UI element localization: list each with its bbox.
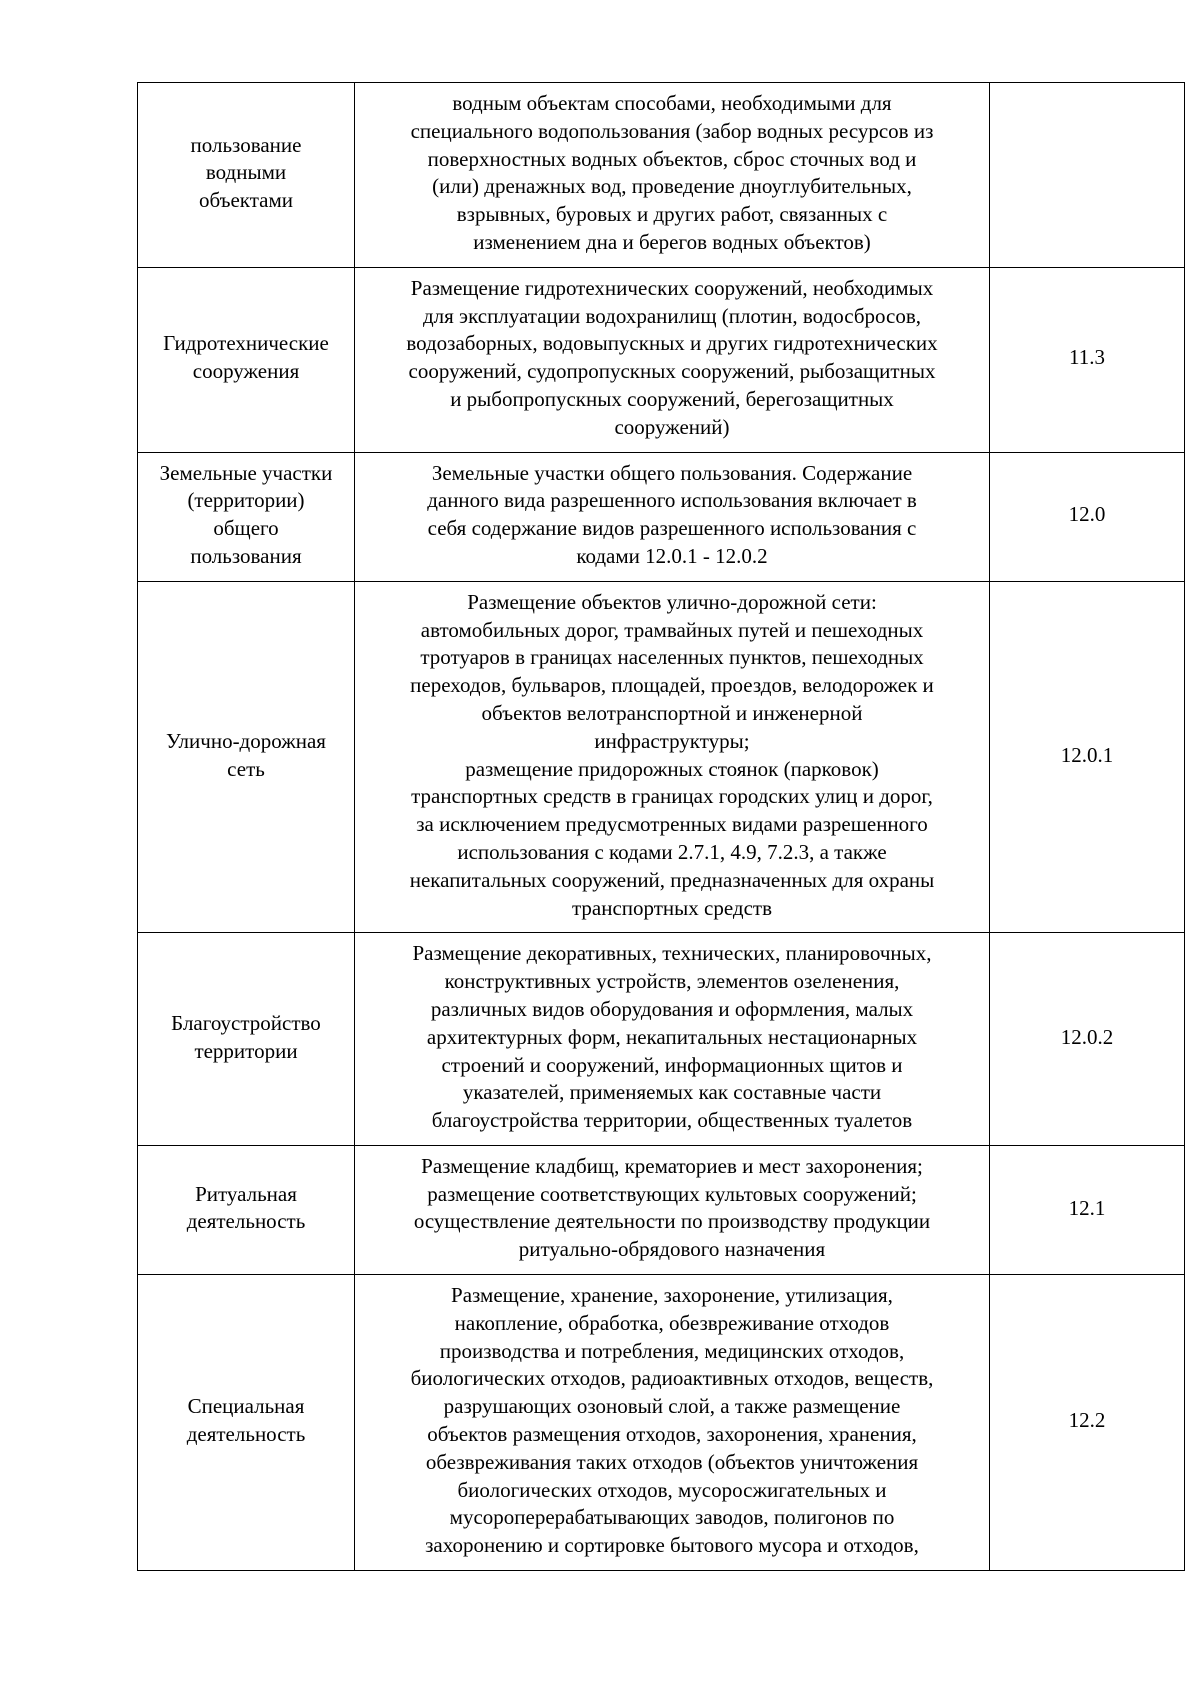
table-row bbox=[138, 1145, 1185, 1274]
use-code-cell bbox=[990, 581, 1185, 933]
use-description-cell bbox=[355, 1275, 990, 1571]
use-code-cell bbox=[990, 267, 1185, 452]
use-description-text: водным объектам способами, необходимыми для специального водопользования (забор водных ресурсов из поверхностных водных объектов, сброс сточных вод и (или) дренажных вод, проведение дноуглубительных, взрывных, буровых и других работ, связанных с изменением дна и берегов водных объектов) bbox=[410, 91, 934, 254]
use-code-cell bbox=[990, 1145, 1185, 1274]
use-description-cell bbox=[355, 267, 990, 452]
use-name-cell bbox=[138, 581, 355, 933]
use-name-cell bbox=[138, 83, 355, 268]
use-description-cell bbox=[355, 452, 990, 581]
use-description-cell bbox=[355, 83, 990, 268]
use-code-text: 11.3 bbox=[1069, 345, 1105, 370]
table-row bbox=[138, 83, 1185, 268]
use-description-cell bbox=[355, 1145, 990, 1274]
use-name-cell bbox=[138, 452, 355, 581]
use-name-cell bbox=[138, 1145, 355, 1274]
use-description-text: Размещение декоративных, технических, планировочных, конструктивных устройств, элементов озеленения, различных видов оборудования и оформления, малых архитектурных форм, некапитальных нестационарных строений и сооружений, информационных щитов и указателей, применяемых как составные части благоустройства территории, общественных туалетов bbox=[412, 941, 932, 1133]
use-code-text: 12.0.1 bbox=[1060, 742, 1114, 767]
use-code-cell bbox=[990, 83, 1185, 268]
use-code-cell bbox=[990, 933, 1185, 1146]
table-row bbox=[138, 267, 1185, 452]
use-name-cell bbox=[138, 267, 355, 452]
use-code-cell bbox=[990, 452, 1185, 581]
use-code-text: 12.2 bbox=[1068, 1408, 1106, 1433]
table-row bbox=[138, 581, 1185, 933]
use-name-text: Земельные участки (территории) общего пользования bbox=[159, 460, 333, 568]
use-code-text: 12.0.2 bbox=[1060, 1024, 1114, 1049]
use-description-text: Размещение гидротехнических сооружений, необходимых для эксплуатации водохранилищ (плотин, водосбросов, водозаборных, водовыпускных и других гидротехнических сооружений, судопропускных сооружений, рыбозащитных и рыбопропускных сооружений, берегозащитных сооружений) bbox=[406, 275, 938, 439]
use-description-cell bbox=[355, 933, 990, 1146]
use-code-text: 12.0 bbox=[1068, 502, 1106, 527]
land-use-table bbox=[137, 82, 1185, 1571]
use-description-text: Размещение кладбищ, крематориев и мест захоронения; размещение соответствующих культовых сооружений; осуществление деятельности по производству продукции ритуально-обрядового назначения bbox=[413, 1153, 931, 1262]
table-row bbox=[138, 1275, 1185, 1571]
use-description-text: Размещение, хранение, захоронение, утилизация, накопление, обработка, обезвреживание отходов производства и потребления, медицинских отходов, биологических отходов, радиоактивных отходов, веществ, разрушающих озоновый слой, а также размещение объектов размещения отходов, захоронения, хранения, обезвреживания таких отходов (объектов уничтожения биологических отходов, мусоросжигательных и мусороперерабатывающих заводов, полигонов по захоронению и сортировке бытового мусора и отходов, bbox=[410, 1283, 934, 1558]
use-name-text: Улично-дорожная сеть bbox=[166, 728, 326, 781]
use-code-cell bbox=[990, 1275, 1185, 1571]
use-code-text: 12.1 bbox=[1068, 1195, 1106, 1220]
use-description-text: Земельные участки общего пользования. Содержание данного вида разрешенного использования включает в себя содержание видов разрешенного использования с кодами 12.0.1 - 12.0.2 bbox=[427, 460, 917, 568]
use-name-cell bbox=[138, 1275, 355, 1571]
use-name-text: Ритуальная деятельность bbox=[186, 1181, 306, 1234]
use-name-text: Благоустройство территории bbox=[171, 1010, 321, 1063]
use-name-text: Специальная деятельность bbox=[186, 1394, 306, 1447]
use-name-text: пользование водными объектами bbox=[190, 132, 302, 213]
use-name-cell bbox=[138, 933, 355, 1146]
use-name-text: Гидротехнические сооружения bbox=[163, 331, 329, 384]
table-row bbox=[138, 452, 1185, 581]
land-use-table-body bbox=[138, 83, 1185, 1571]
use-description-cell bbox=[355, 581, 990, 933]
table-row bbox=[138, 933, 1185, 1146]
use-description-text: Размещение объектов улично-дорожной сети: автомобильных дорог, трамвайных путей и пешеходных тротуаров в границах населенных пунктов, пешеходных переходов, бульваров, площадей, проездов, велодорожек и объектов велотранспортной и инженерной инфраструктуры; размещение придорожных стоянок (парковок) транспортных средств в границах городских улиц и дорог, за исключением предусмотренных видами разрешенного использования с кодами 2.7.1, 4.9, 7.2.3, а также некапитальных сооружений, предназначенных для охраны транспортных средств bbox=[409, 589, 935, 920]
